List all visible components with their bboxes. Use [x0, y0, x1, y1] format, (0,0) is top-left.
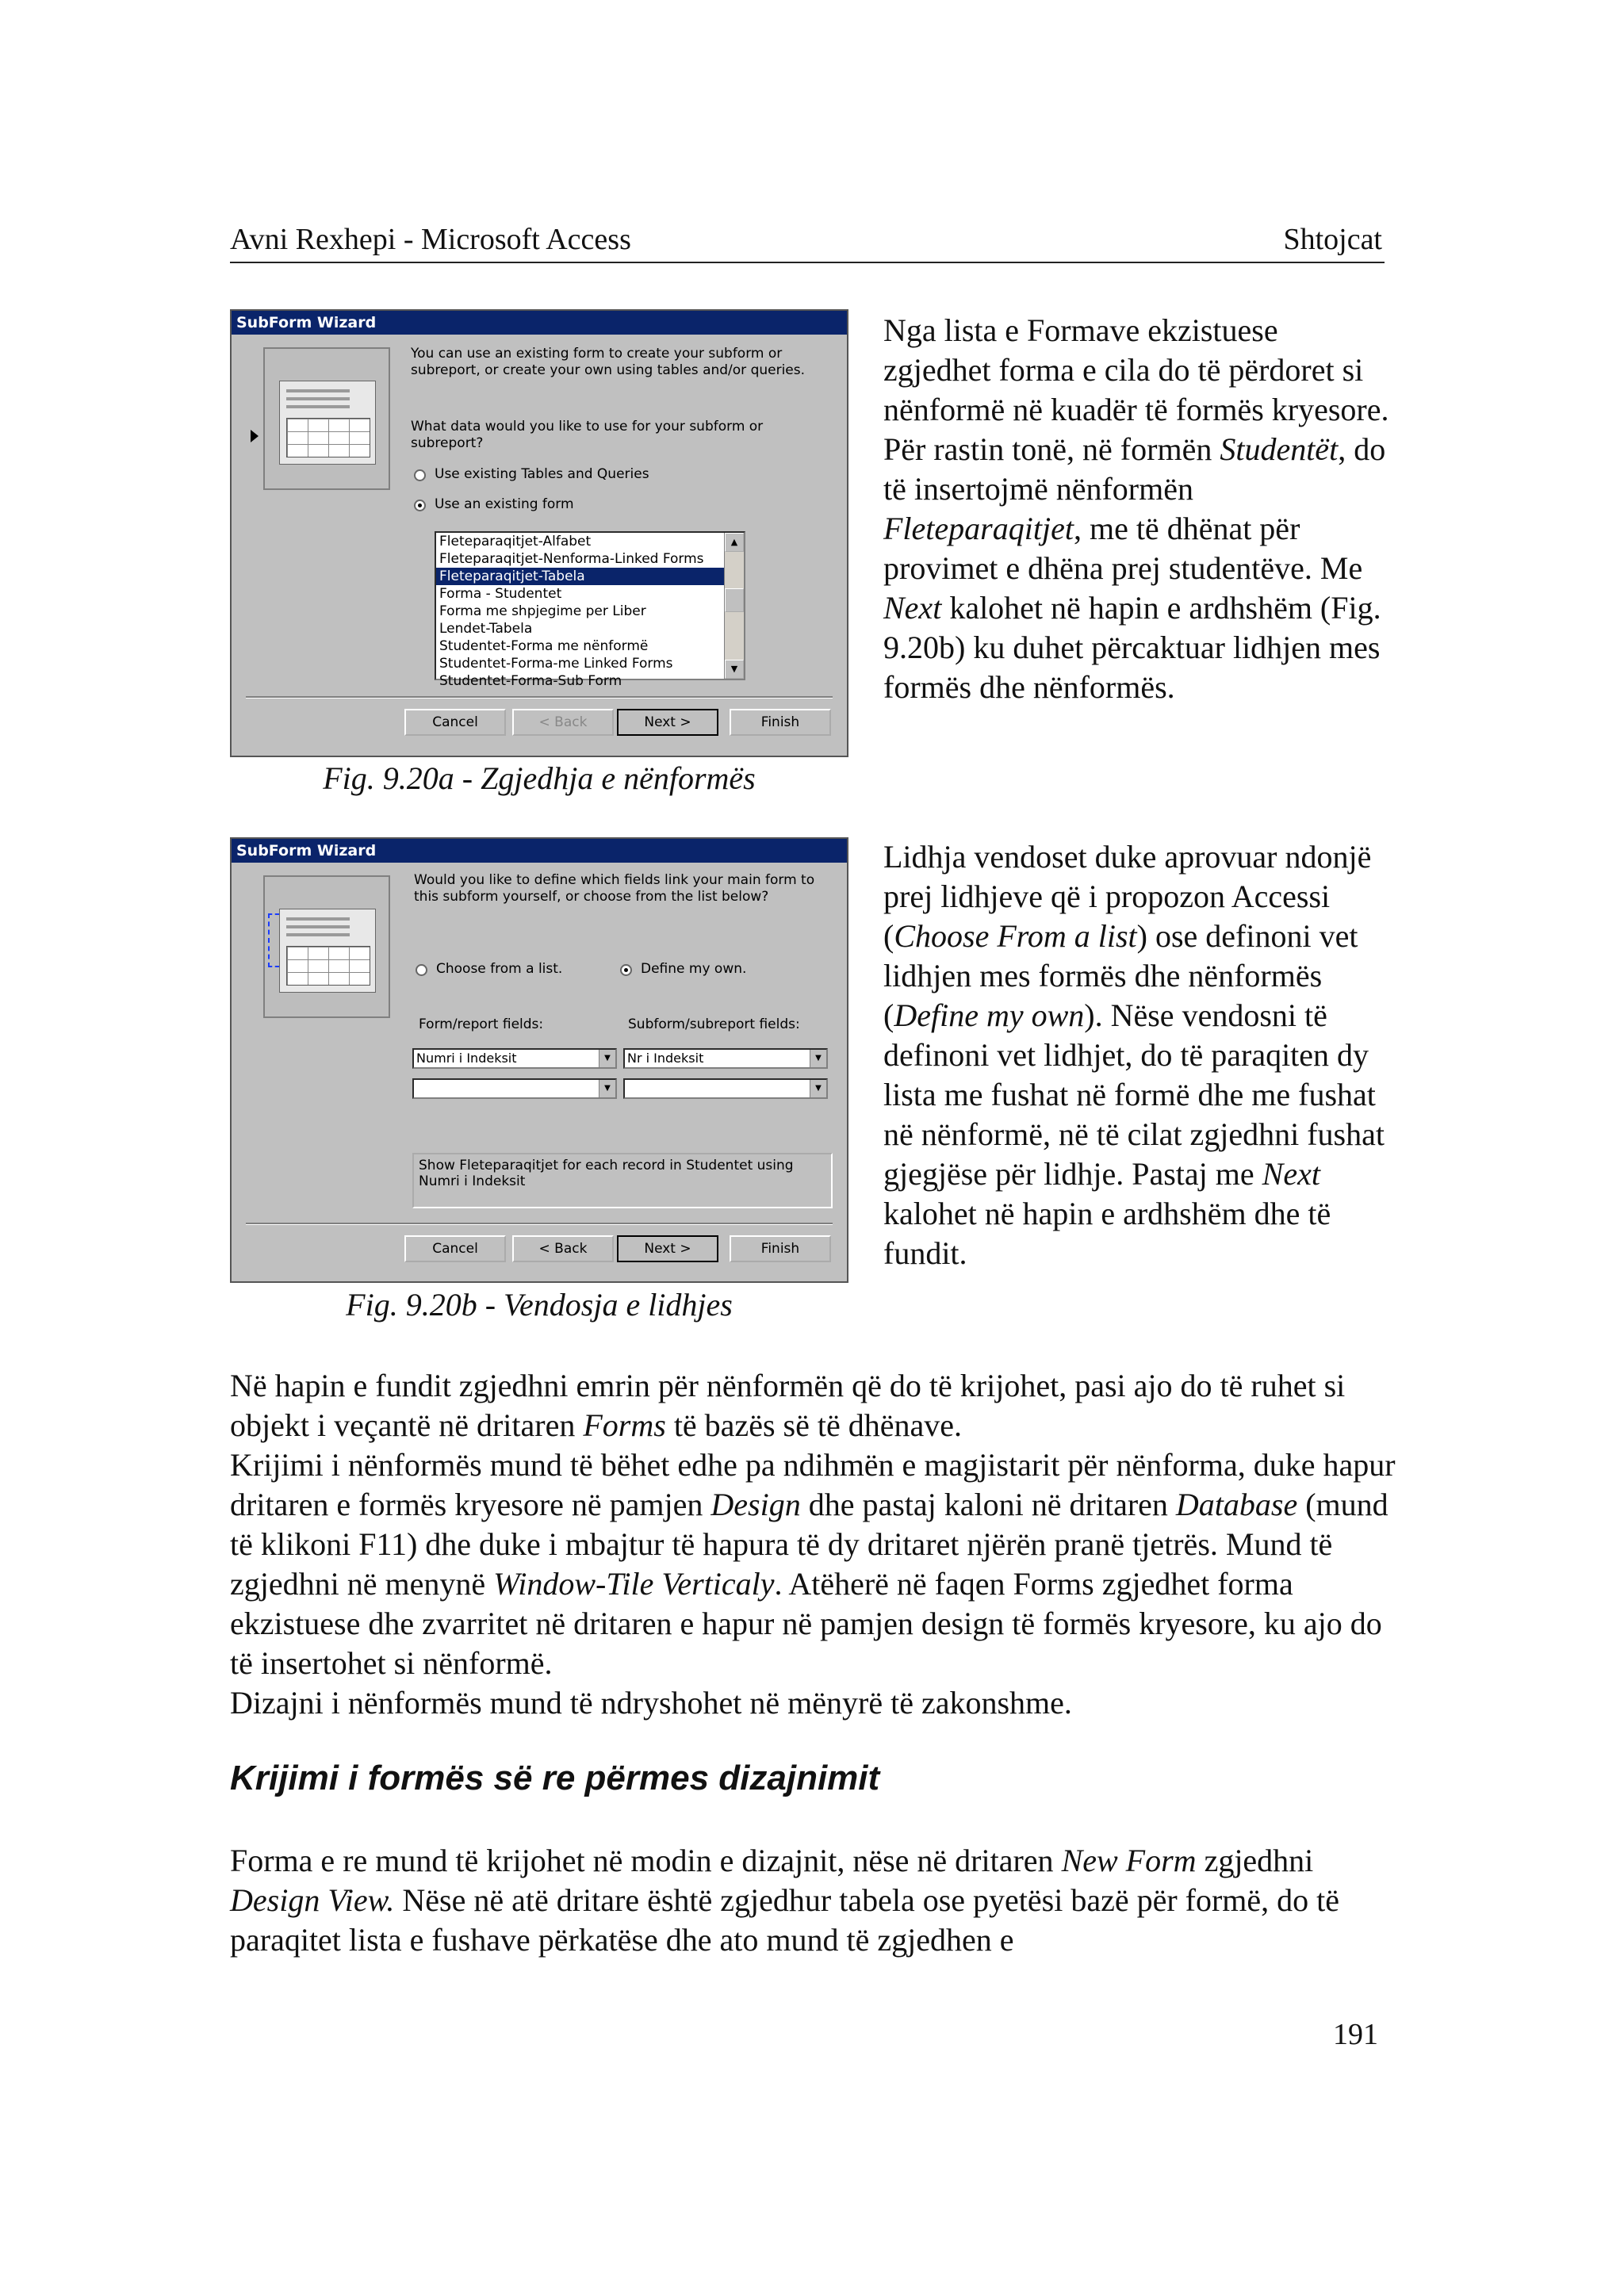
form-list-item[interactable]: Forma - Studentet [439, 586, 562, 602]
text-run: të bazës së të dhënave. [665, 1407, 962, 1443]
form-list-item[interactable]: Studentet-Forma-me Linked Forms [439, 656, 673, 672]
text-run: Fleteparaqitjet [883, 511, 1074, 546]
form-list[interactable] [435, 531, 745, 689]
side-paragraph-2 [883, 837, 1391, 1273]
finish-button[interactable]: Finish [730, 709, 831, 736]
text-run: ) ose definoni vet lidhjen mes formës dhe nënformës ( [883, 918, 1358, 1033]
form-list-item[interactable]: Fleteparaqitjet-Alfabet [439, 534, 592, 549]
form-fields-label: Form/report fields: [419, 1016, 544, 1032]
text-run: . Atëherë në faqen Forms zgjedhet forma ekzistuese dhe zvarritet në dritaren e hapur në pamjen design të formës kryesore, ku ajo do të insertohet si nënformë. [230, 1566, 1382, 1681]
text-run: Next [883, 590, 942, 626]
preview-form-icon [279, 381, 376, 465]
form-field-value: Numri i Indeksit [416, 1051, 517, 1066]
subform-wizard-window-1 [230, 309, 848, 757]
text-run: Në hapin e fundit zgjedhni emrin për nënformën që do të krijohet, pasi ajo do të ruhet si objekt i veçantë në dritaren [230, 1368, 1346, 1443]
text-run: Krijimi i nënformës mund të bëhet edhe pa ndihmën e magjistarit për nënforma, duke hapur dritaren e formës kryesore në pamjen [230, 1447, 1396, 1522]
next-button[interactable]: Next > [617, 1235, 718, 1262]
radio-choose-from-list-label: Choose from a list. [436, 961, 563, 977]
finish-button[interactable]: Finish [730, 1235, 831, 1262]
radio-use-existing-form-label: Use an existing form [435, 496, 574, 512]
text-run: kalohet në hapin e ardhshëm dhe të fundit. [883, 1196, 1331, 1271]
text-run: Window-Tile Verticaly [493, 1566, 775, 1602]
text-run: Nga lista e Formave ekzistuese zgjedhet forma e cila do të përdoret si nënformë në kuadër të formës kryesore. Për rastin tonë, në formën [883, 312, 1389, 467]
cancel-button[interactable]: Cancel [404, 709, 506, 736]
radio-choose-from-list[interactable] [416, 964, 427, 976]
body-paragraph-1 [230, 1366, 1396, 1723]
back-button[interactable]: < Back [512, 1235, 614, 1262]
link-indicator-icon [268, 913, 279, 967]
text-run: (mund të klikoni F11) dhe duke i mbajtur të hapura të dy dritaret njërën pranë tjetrës. Mund të zgjedhni në menynë [230, 1487, 1388, 1602]
text-run: Define my own [894, 997, 1085, 1033]
cancel-button[interactable]: Cancel [404, 1235, 506, 1262]
form-list-item[interactable]: Studentet-Forma-Sub Form [439, 673, 622, 689]
header-rule [230, 262, 1385, 263]
wizard-preview-image [263, 875, 390, 1018]
text-run: , do të insertojmë nënformën [883, 431, 1386, 507]
form-list-item[interactable]: Fleteparaqitjet-Tabela [436, 568, 744, 585]
text-run: dhe pastaj kaloni në dritaren [800, 1487, 1176, 1522]
radio-define-my-own-label: Define my own. [641, 961, 747, 977]
text-run: New Form [1061, 1843, 1197, 1878]
subform-wizard-window-2 [230, 837, 848, 1283]
text-run: Next [1262, 1156, 1320, 1192]
running-header-left: Avni Rexhepi - Microsoft Access [230, 223, 631, 256]
dropdown-arrow-icon[interactable]: ▼ [599, 1050, 615, 1067]
text-run: , me të dhënat për provimet e dhëna prej studentëve. Me [883, 511, 1363, 586]
wizard-question-text: What data would you like to use for your subform or subreport? [411, 419, 764, 451]
form-list-item[interactable]: Forma me shpjegime per Liber [439, 603, 646, 619]
figure-caption-2: Fig. 9.20b - Vendosja e lidhjes [346, 1287, 733, 1323]
scroll-down-icon[interactable]: ▼ [725, 660, 744, 679]
scroll-up-icon[interactable]: ▲ [725, 533, 744, 552]
text-run: Forma e re mund të krijohet në modin e dizajnit, nëse në dritaren [230, 1843, 1062, 1878]
text-run: ). Nëse vendosni të definoni vet lidhjet, do të paraqiten dy lista me fushat në formë dhe me fushat në nënformë, në të cilat zgjedhni fushat gjegjëse për lidhje. Pastaj me [883, 997, 1385, 1192]
wizard-preview-image [263, 347, 390, 490]
text-run: Design [710, 1487, 801, 1522]
form-list-item[interactable]: Fleteparaqitjet-Nenforma-Linked Forms [439, 551, 704, 567]
form-list-items [436, 533, 744, 690]
subform-fields-label: Subform/subreport fields: [628, 1016, 800, 1032]
dropdown-arrow-icon[interactable]: ▼ [810, 1050, 826, 1067]
text-run: Forms [583, 1407, 666, 1443]
radio-use-existing-form[interactable] [414, 500, 426, 511]
back-button[interactable]: < Back [512, 709, 614, 736]
text-run: Lidhja vendoset duke aprovuar ndonjë prej lidhjeve që i propozon Accessi ( [883, 839, 1372, 954]
wizard-intro-text: Would you like to define which fields link your main form to this subform yourself, or choose from the list below? [414, 872, 815, 905]
text-run: zgjedhni [1196, 1843, 1314, 1878]
subform-field-value: Nr i Indeksit [627, 1051, 704, 1066]
pointer-arrow-icon [251, 430, 259, 442]
scroll-thumb[interactable] [725, 588, 744, 612]
preview-form-icon [279, 909, 376, 993]
form-list-scrollbar[interactable] [724, 533, 744, 679]
dropdown-arrow-icon[interactable]: ▼ [599, 1080, 615, 1097]
running-header-right: Shtojcat [1283, 223, 1382, 256]
form-field-select-2[interactable] [412, 1078, 617, 1099]
text-run: Studentët [1220, 431, 1339, 467]
subform-field-select-1[interactable] [623, 1048, 828, 1069]
text-run: Choose From a list [894, 918, 1137, 954]
text-run: Design View. [230, 1882, 395, 1918]
subform-field-select-2[interactable] [623, 1078, 828, 1099]
radio-use-tables-label: Use existing Tables and Queries [435, 466, 649, 482]
wizard-divider [246, 1223, 833, 1225]
text-run: Nëse në atë dritare është zgjedhur tabela ose pyetësi bazë për formë, do të paraqitet lista e fushave përkatëse dhe ato mund të zgjedhen e [230, 1882, 1340, 1958]
side-paragraph-1 [883, 311, 1391, 707]
radio-use-tables[interactable] [414, 469, 426, 481]
text-run: Database [1175, 1487, 1298, 1522]
wizard-divider [246, 696, 833, 699]
form-list-item[interactable]: Studentet-Forma me nënformë [439, 638, 649, 654]
text-run: Dizajni i nënformës mund të ndryshohet në mënyrë të zakonshme. [230, 1685, 1072, 1721]
page-number: 191 [1333, 2018, 1378, 2051]
body-paragraph-2 [230, 1841, 1396, 1960]
section-heading: Krijimi i formës së re përmes dizajnimit [230, 1759, 880, 1797]
form-field-select-1[interactable] [412, 1048, 617, 1069]
window-title-bar: SubForm Wizard [232, 839, 847, 863]
dropdown-arrow-icon[interactable]: ▼ [810, 1080, 826, 1097]
text-run: kalohet në hapin e ardhshëm (Fig. 9.20b) ku duhet përcaktuar lidhjen mes formës dhe nënformës. [883, 590, 1381, 705]
radio-define-my-own[interactable] [620, 964, 632, 976]
wizard-intro-text: You can use an existing form to create your subform or subreport, or create your own using tables and/or queries. [411, 346, 806, 378]
link-summary-text: Show Fleteparaqitjet for each record in Studentet using Numri i Indeksit [412, 1153, 833, 1208]
window-title-bar: SubForm Wizard [232, 311, 847, 335]
form-list-item[interactable]: Lendet-Tabela [439, 621, 533, 637]
figure-caption-1: Fig. 9.20a - Zgjedhja e nënformës [323, 760, 756, 796]
next-button[interactable]: Next > [617, 709, 718, 736]
